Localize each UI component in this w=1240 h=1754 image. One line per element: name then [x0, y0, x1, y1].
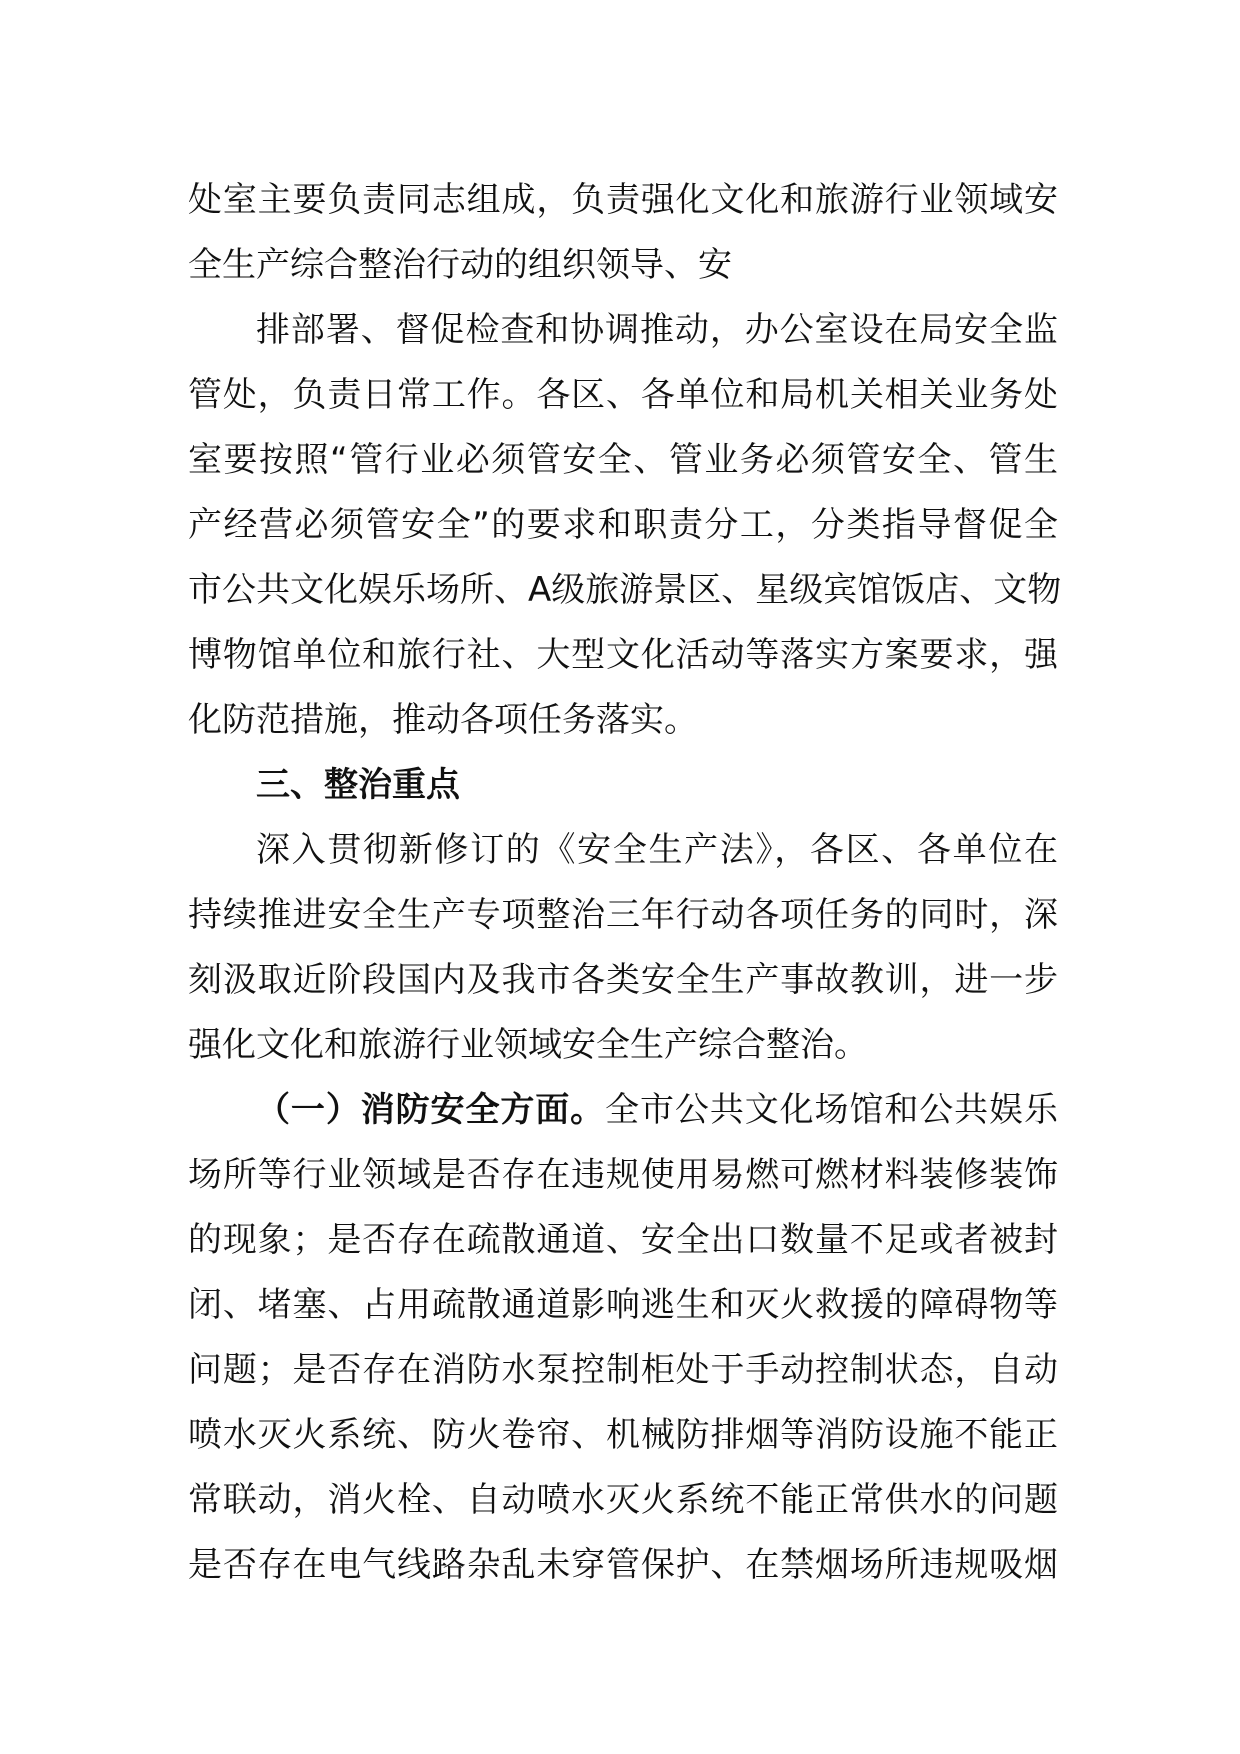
body-line-5: 室要按照“管行业必须管安全、管业务必须管安全、管生	[188, 440, 1058, 480]
body-line-8: 博物馆单位和旅行社、大型文化活动等落实方案要求，强	[188, 635, 1058, 675]
body-line-3: 排部署、督促检查和协调推动，办公室设在局安全监	[256, 310, 1058, 350]
body-line-22: 是否存在电气线路杂乱未穿管保护、在禁烟场所违规吸烟	[188, 1545, 1058, 1585]
body-line-2: 全生产综合整治行动的组织领导、安	[188, 245, 732, 285]
subsection-line	[188, 1078, 1058, 1143]
body-line-12: 持续推进安全生产专项整治三年行动各项任务的同时，深	[188, 895, 1058, 935]
subsection-text: 全市公共文化场馆和公共娱乐	[605, 1090, 1059, 1130]
body-line-1: 处室主要负责同志组成，负责强化文化和旅游行业领域安	[188, 180, 1058, 220]
body-line-7: 市公共文化娱乐场所、A级旅游景区、星级宾馆饭店、文物	[188, 570, 1062, 610]
body-line-14: 强化文化和旅游行业领域安全生产综合整治。	[188, 1025, 868, 1065]
document-body	[188, 168, 1062, 1598]
body-line-4: 管处，负责日常工作。各区、各单位和局机关相关业务处	[188, 375, 1058, 415]
body-line-6: 产经营必须管安全”的要求和职责分工，分类指导督促全	[188, 505, 1058, 545]
body-line-19: 问题；是否存在消防水泵控制柜处于手动控制状态，自动	[188, 1350, 1058, 1390]
body-line-17: 的现象；是否存在疏散通道、安全出口数量不足或者被封	[188, 1220, 1058, 1260]
body-line-20: 喷水灭火系统、防火卷帘、机械防排烟等消防设施不能正	[188, 1415, 1058, 1455]
section-heading: 三、整治重点	[256, 765, 460, 805]
body-line-13: 刻汲取近阶段国内及我市各类安全生产事故教训，进一步	[188, 960, 1058, 1000]
subsection-title: （一）消防安全方面。	[256, 1090, 606, 1130]
body-line-9: 化防范措施，推动各项任务落实。	[188, 700, 698, 740]
body-line-18: 闭、堵塞、占用疏散通道影响逃生和灭火救援的障碍物等	[188, 1285, 1058, 1325]
body-line-21: 常联动，消火栓、自动喷水灭火系统不能正常供水的问题	[188, 1480, 1058, 1520]
body-line-16: 场所等行业领域是否存在违规使用易燃可燃材料装修装饰	[188, 1155, 1058, 1195]
body-line-11: 深入贯彻新修订的《安全生产法》，各区、各单位在	[256, 830, 1058, 870]
